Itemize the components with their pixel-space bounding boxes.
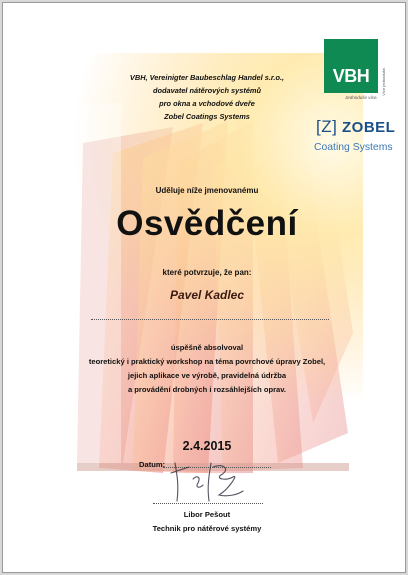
issuer-line-2: dodavatel nátěrových systémů (152, 86, 262, 95)
recipient-name: Pavel Kadlec (169, 288, 245, 302)
description-line-3: a provádění drobných i rozsáhlejších oprav. (127, 385, 287, 394)
vbh-tagline: Jednoduše více. (345, 95, 378, 100)
vbh-side-text: Více jednoduše. (381, 67, 386, 96)
issuer-line-4: Zobel Coatings Systems (164, 112, 250, 121)
vbh-logo: VBH (324, 39, 378, 93)
intro-text: Uděluje níže jmenovanému (155, 186, 259, 195)
certificate-date: 2.4.2015 (182, 439, 232, 453)
description-line-2: jejich aplikace ve výrobě, pravidelná údržba (127, 371, 287, 380)
zobel-name: ZOBEL (342, 119, 396, 136)
issuer-line-1: VBH, Vereinigter Baubeschlag Handel s.r.o., (129, 73, 285, 82)
signer-name: Libor Pešout (183, 510, 231, 519)
date-label: Datum: (139, 460, 166, 469)
zobel-logo (316, 117, 395, 137)
signature-underline (153, 503, 263, 504)
certificate-page (2, 2, 406, 573)
description-line-1: teoretický i praktický workshop na téma povrchové úpravy Zobel, (88, 357, 326, 366)
signer-role: Technik pro nátěrové systémy (152, 524, 262, 533)
zobel-subtitle: Coating Systems (314, 142, 393, 153)
completed-text: úspěšně absolvoval (170, 343, 244, 352)
certificate-title: Osvědčení (116, 204, 298, 243)
issuer-line-3: pro okna a vchodové dveře (159, 99, 255, 108)
confirm-text: které potvrzuje, že pan: (162, 268, 252, 277)
signature-image (163, 455, 253, 507)
recipient-underline (91, 319, 329, 320)
zobel-bracket-icon: [Z] (316, 117, 338, 136)
